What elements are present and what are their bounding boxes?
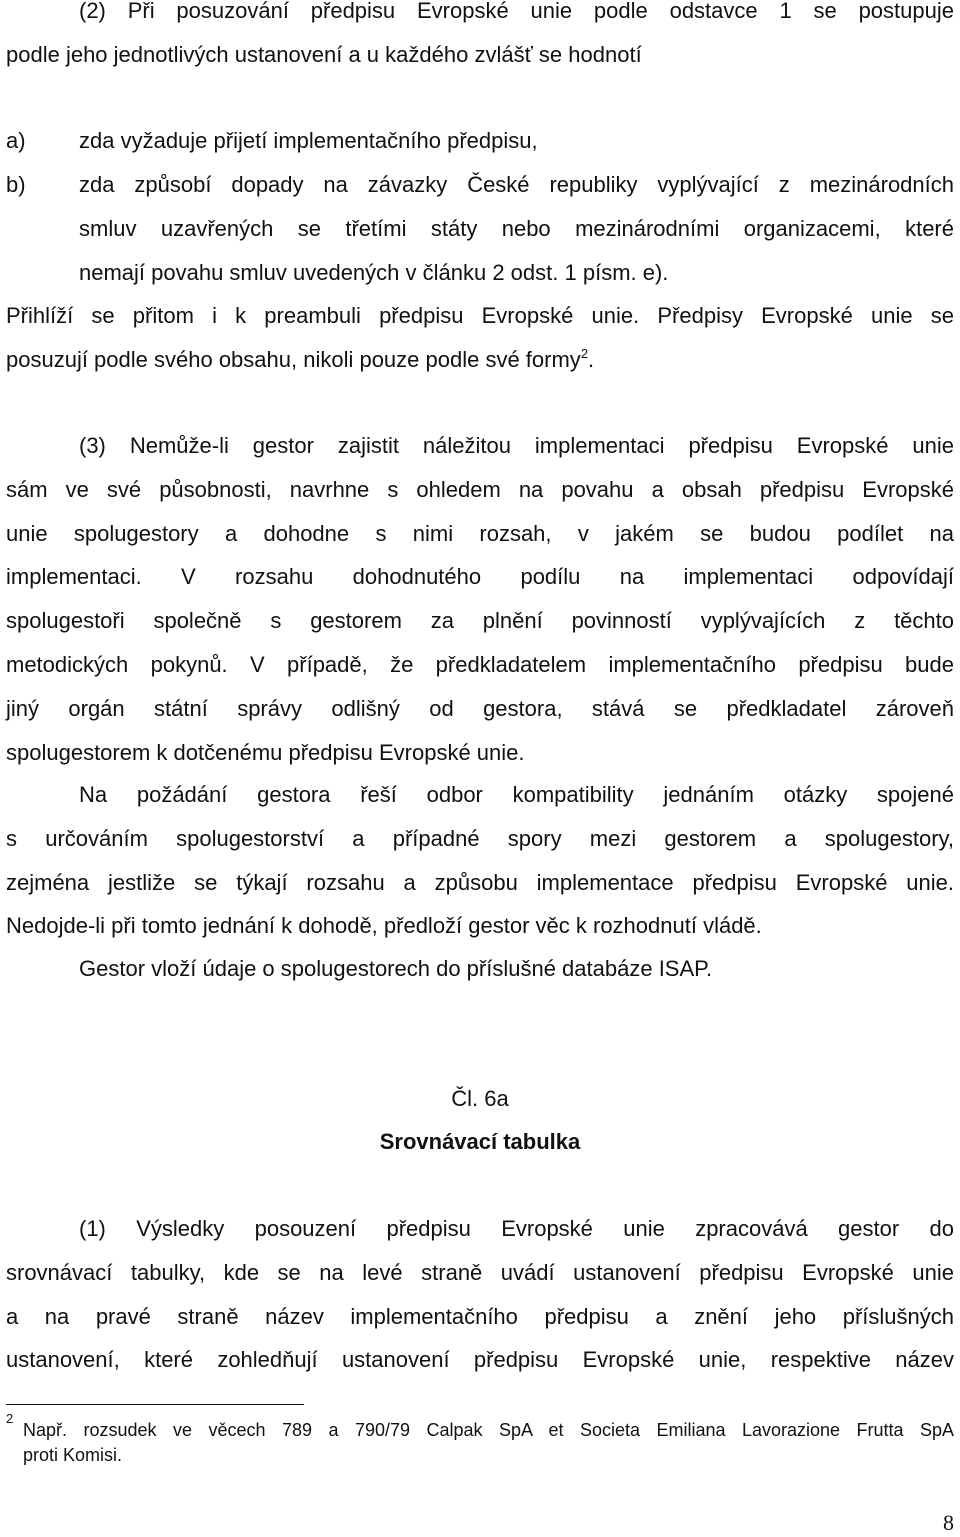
- paragraph-line: (1) Výsledky posouzení předpisu Evropské unie zpracovává gestor do: [79, 1216, 954, 1241]
- paragraph-line: metodických pokynů. V případě, že předkladatelem implementačního předpisu bude: [6, 651, 954, 677]
- footnote-reference[interactable]: 2: [580, 345, 589, 361]
- paragraph-line: Nedojde-li při tomto jednání k dohodě, předloží gestor věc k rozhodnutí vládě.: [6, 913, 762, 939]
- list-label: a): [6, 128, 26, 153]
- list-line: nemají povahu smluv uvedených v článku 2 odst. 1 písm. e).: [79, 259, 669, 285]
- article-title: Srovnávací tabulka: [379, 1129, 581, 1154]
- paragraph-line: Gestor vloží údaje o spolugestorech do příslušné databáze ISAP.: [79, 956, 713, 981]
- paragraph-line: [6, 338, 954, 382]
- paragraph-line: Na požádání gestora řeší odbor kompatibility jednáním otázky spojené: [79, 782, 954, 807]
- paragraph-line: unie spolugestory a dohodne s nimi rozsah, v jakém se budou podílet na: [6, 520, 954, 546]
- article-section-1: [6, 1207, 954, 1382]
- paragraph-line: spolugestoři společně s gestorem za plnění povinností vyplývajících z těchto: [6, 608, 954, 634]
- list-label: b): [6, 172, 26, 197]
- footnote-mark: 2: [6, 1411, 14, 1426]
- paragraph-line: (2) Při posuzování předpisu Evropské unie podle odstavce 1 se postupuje: [79, 0, 954, 23]
- list-line: zda vyžaduje přijetí implementačního předpisu,: [79, 128, 538, 153]
- page-number: 8: [943, 1510, 954, 1535]
- footnote-separator: [6, 1404, 304, 1405]
- section-2-closing: [6, 294, 954, 382]
- list-text: [79, 119, 954, 163]
- paragraph-isap: [6, 947, 954, 991]
- footnote-text: [23, 1418, 954, 1468]
- paragraph-line: Přihlíží se přitom i k preambuli předpisu Evropské unie. Předpisy Evropské unie se: [6, 303, 954, 328]
- paragraph-line: srovnávací tabulky, kde se na levé straně uvádí ustanovení předpisu Evropské unie: [6, 1259, 954, 1285]
- closing-period: .: [588, 346, 595, 372]
- section-3: [6, 424, 954, 774]
- footnote-line: Např. rozsudek ve věcech 789 a 790/79 Calpak SpA et Societa Emiliana Lavorazione Frutta SpA: [23, 1420, 954, 1440]
- paragraph-line: (3) Nemůže-li gestor zajistit náležitou implementaci předpisu Evropské unie: [79, 433, 954, 458]
- paragraph-line: zejména jestliže se týkají rozsahu a způsobu implementace předpisu Evropské unie.: [6, 869, 954, 895]
- paragraph-line: sám ve své působnosti, navrhne s ohledem na povahu a obsah předpisu Evropské: [6, 476, 954, 502]
- paragraph-request: [6, 773, 954, 948]
- paragraph-line: a na pravé straně název implementačního předpisu a znění jeho příslušných: [6, 1303, 954, 1329]
- paragraph-line: s určováním spolugestorství a případné spory mezi gestorem a spolugestory,: [6, 825, 954, 851]
- list-text: [79, 163, 954, 294]
- closing-text: posuzují podle svého obsahu, nikoli pouze podle své formy: [6, 346, 581, 372]
- paragraph-line: implementaci. V rozsahu dohodnutého podílu na implementaci odpovídají: [6, 564, 954, 590]
- paragraph-line: jiný orgán státní správy odlišný od gestora, stává se předkladatel zároveň: [6, 695, 954, 721]
- paragraph-line: spolugestorem k dotčenému předpisu Evropské unie.: [6, 739, 525, 765]
- section-2-intro: [6, 0, 954, 77]
- article-number: Čl. 6a: [451, 1086, 509, 1111]
- list-line: smluv uzavřených se třetími státy nebo mezinárodními organizacemi, které: [79, 215, 954, 241]
- paragraph-line: podle jeho jednotlivých ustanovení a u každého zvlášť se hodnotí: [6, 41, 642, 67]
- list-line: zda způsobí dopady na závazky České republiky vyplývající z mezinárodních: [79, 172, 954, 197]
- footnote-line: proti Komisi.: [23, 1445, 123, 1465]
- paragraph-line: ustanovení, které zohledňují ustanovení předpisu Evropské unie, respektive název: [6, 1347, 954, 1373]
